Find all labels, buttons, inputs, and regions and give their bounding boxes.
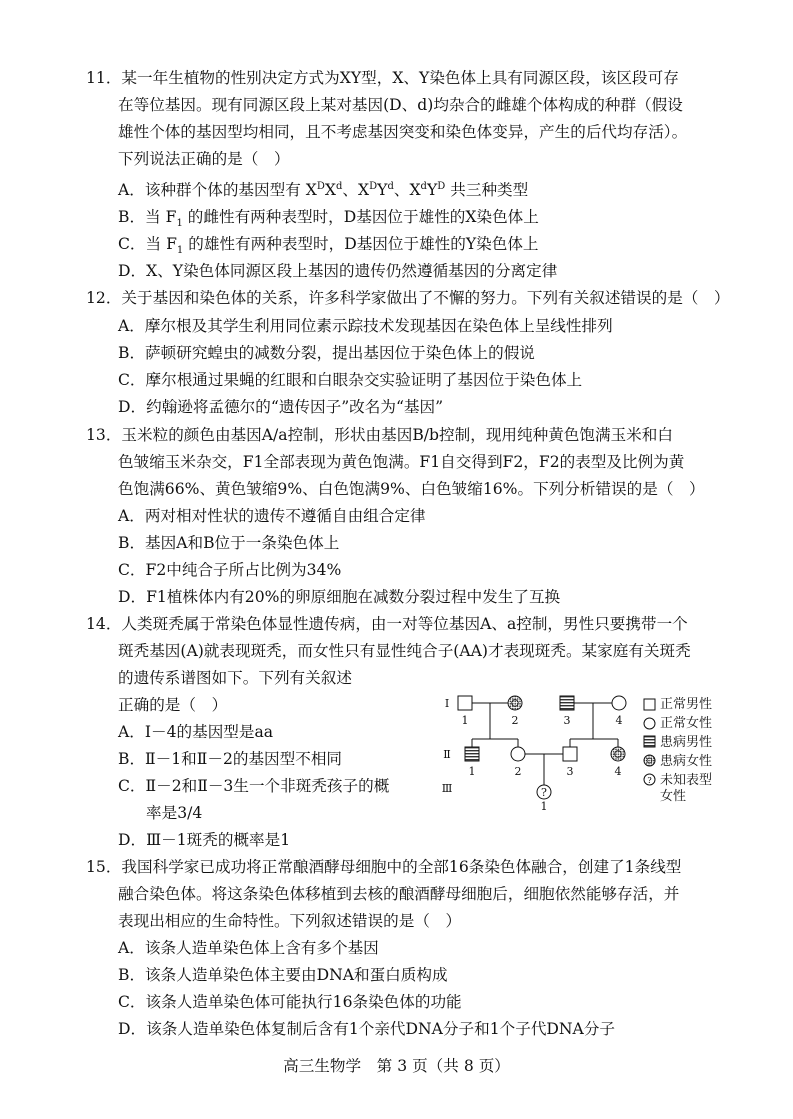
q13-line1: 13．玉米粒的颜色由基因A/a控制，形状由基因B/b控制，现用纯种黄色饱满玉米和白 [86,426,673,444]
q14-option-c-line2: 率是3/4 [146,804,203,822]
svg-text:3: 3 [566,765,574,778]
q15-line2: 融合染色体。将这条染色体移植到去核的酿酒酵母细胞后，细胞依然能够存活，并 [118,885,680,903]
q14-option-c-line1: C．Ⅱ－2和Ⅱ－3生一个非斑秃孩子的概 [118,777,390,795]
q12-stem: 12．关于基因和染色体的关系，许多科学家做出了不懈的努力。下列有关叙述错误的是（ ） [86,289,730,307]
legend-symbols [643,697,657,807]
legend-affected-male: 患病男性 [660,735,713,750]
q11-option-d: D．X、Y染色体同源区段上基因的遗传仍然遵循基因的分离定律 [118,262,558,280]
svg-text:3: 3 [563,714,571,727]
q11-line3: 雄性个体的基因型均相同，且不考虑基因突变和染色体变异，产生的后代均存活）。 [118,123,688,141]
legend-unknown: 未知表型 [660,773,713,788]
q13-option-c: C．F2中纯合子所占比例为34% [118,561,342,579]
pedigree-diagram [442,693,642,813]
q13-option-a: A．两对相对性状的遗传不遵循自由组合定律 [118,507,426,525]
page-footer: 高三生物学 第 3 页（共 8 页） [283,1057,510,1075]
svg-text:2: 2 [511,714,519,727]
q11-line4: 下列说法正确的是（ ） [118,150,290,168]
svg-text:1: 1 [540,800,548,813]
q15-option-c: C．该条人造单染色体可能执行16条染色体的功能 [118,993,462,1011]
legend-affected-female: 患病女性 [660,754,713,769]
svg-text:4: 4 [614,765,622,778]
q13-option-b: B．基因A和B位于一条染色体上 [118,534,340,552]
q12-option-b: B．萨顿研究蝗虫的减数分裂，提出基因位于染色体上的假说 [118,344,535,362]
q11-line2: 在等位基因。现有同源区段上某对基因(D、d)均杂合的雌雄个体构成的种群（假设 [118,96,683,114]
pedigree-II4-affected-female [611,747,625,761]
q15-line3: 表现出相应的生命特性。下列叙述错误的是（ ） [118,912,462,930]
q13-option-d: D．F1植株体内有20%的卵原细胞在减数分裂过程中发生了互换 [118,588,561,606]
pedigree-I3-affected-male [560,696,574,710]
legend-female: 女性 [660,789,687,804]
svg-text:1: 1 [461,714,469,727]
pedigree-II2-normal-female [511,747,525,761]
pedigree-question-mark: ? [541,786,547,799]
q12-option-c: C．摩尔根通过果蝇的红眼和白眼杂交实验证明了基因位于染色体上 [118,371,583,389]
q13-line3: 色饱满66%、黄色皱缩9%、白色饱满9%、白色皱缩16%。下列分析错误的是（ ） [118,480,705,498]
q11-line1: 11．某一年生植物的性别决定方式为XY型，X、Y染色体上具有同源区段，该区段可存 [86,69,679,87]
q14-line2: 斑秃基因(A)就表现斑秃，而女性只有显性纯合子(AA)才表现斑秃。某家庭有关斑秃 [118,642,691,660]
q11-option-b: B．当 $F_1$ 的雌性有两种表型时，D基因位于雄性的X染色体上 [118,208,539,230]
pedigree-II3-normal-male [563,747,577,761]
legend-normal-male: 正常男性 [660,697,713,712]
legend-normal-female: 正常女性 [660,716,713,731]
q11-option-c: C．当 $F_1$ 的雄性有两种表型时，D基因位于雄性的Y染色体上 [118,235,539,257]
pedigree-I4-normal-female [612,696,626,710]
pedigree-I2-affected-female [508,696,522,710]
q14-option-a: A．Ⅰ－4的基因型是aa [118,723,274,741]
svg-text:Ⅰ: Ⅰ [444,697,450,710]
svg-text:2: 2 [514,765,522,778]
q14-line3: 的遗传系谱图如下。下列有关叙述 [118,669,352,687]
svg-text:4: 4 [615,714,623,727]
q15-option-b: B．该条人造单染色体主要由DNA和蛋白质构成 [118,966,448,984]
svg-text:Ⅲ: Ⅲ [442,782,453,795]
pedigree-II1-affected-male [465,747,479,761]
q15-line1: 15．我国科学家已成功将正常酿酒酵母细胞中的全部16条染色体融合，创建了1条线型 [86,858,682,876]
q14-line4: 正确的是（ ） [118,696,228,714]
q15-option-d: D．该条人造单染色体复制后含有1个亲代DNA分子和1个子代DNA分子 [118,1020,616,1038]
q14-option-d: D．Ⅲ－1斑秃的概率是1 [118,831,291,849]
svg-text:1: 1 [468,765,476,778]
pedigree-I1-normal-male [458,696,472,710]
q11-option-a: A．该种群个体的基因型有 $X^DX^d$、$X^DY^d$、$X^dY^D$ 共三种类型 [118,180,529,199]
q12-option-a: A．摩尔根及其学生利用同位素示踪技术发现基因在染色体上呈线性排列 [118,317,613,335]
q15-option-a: A．该条人造单染色体上含有多个基因 [118,939,379,957]
q14-option-b: B．Ⅱ－1和Ⅱ－2的基因型不相同 [118,750,343,768]
q14-line1: 14．人类斑秃属于常染色体显性遗传病，由一对等位基因A、a控制，男性只要携带一个 [86,615,688,633]
q13-line2: 色皱缩玉米杂交，F1全部表现为黄色饱满。F1自交得到F2，F2的表型及比例为黄 [118,453,685,471]
q12-option-d: D．约翰逊将孟德尔的“遗传因子”改名为“基因” [118,398,444,416]
svg-text:?: ? [647,776,652,785]
svg-text:Ⅱ: Ⅱ [443,748,451,761]
